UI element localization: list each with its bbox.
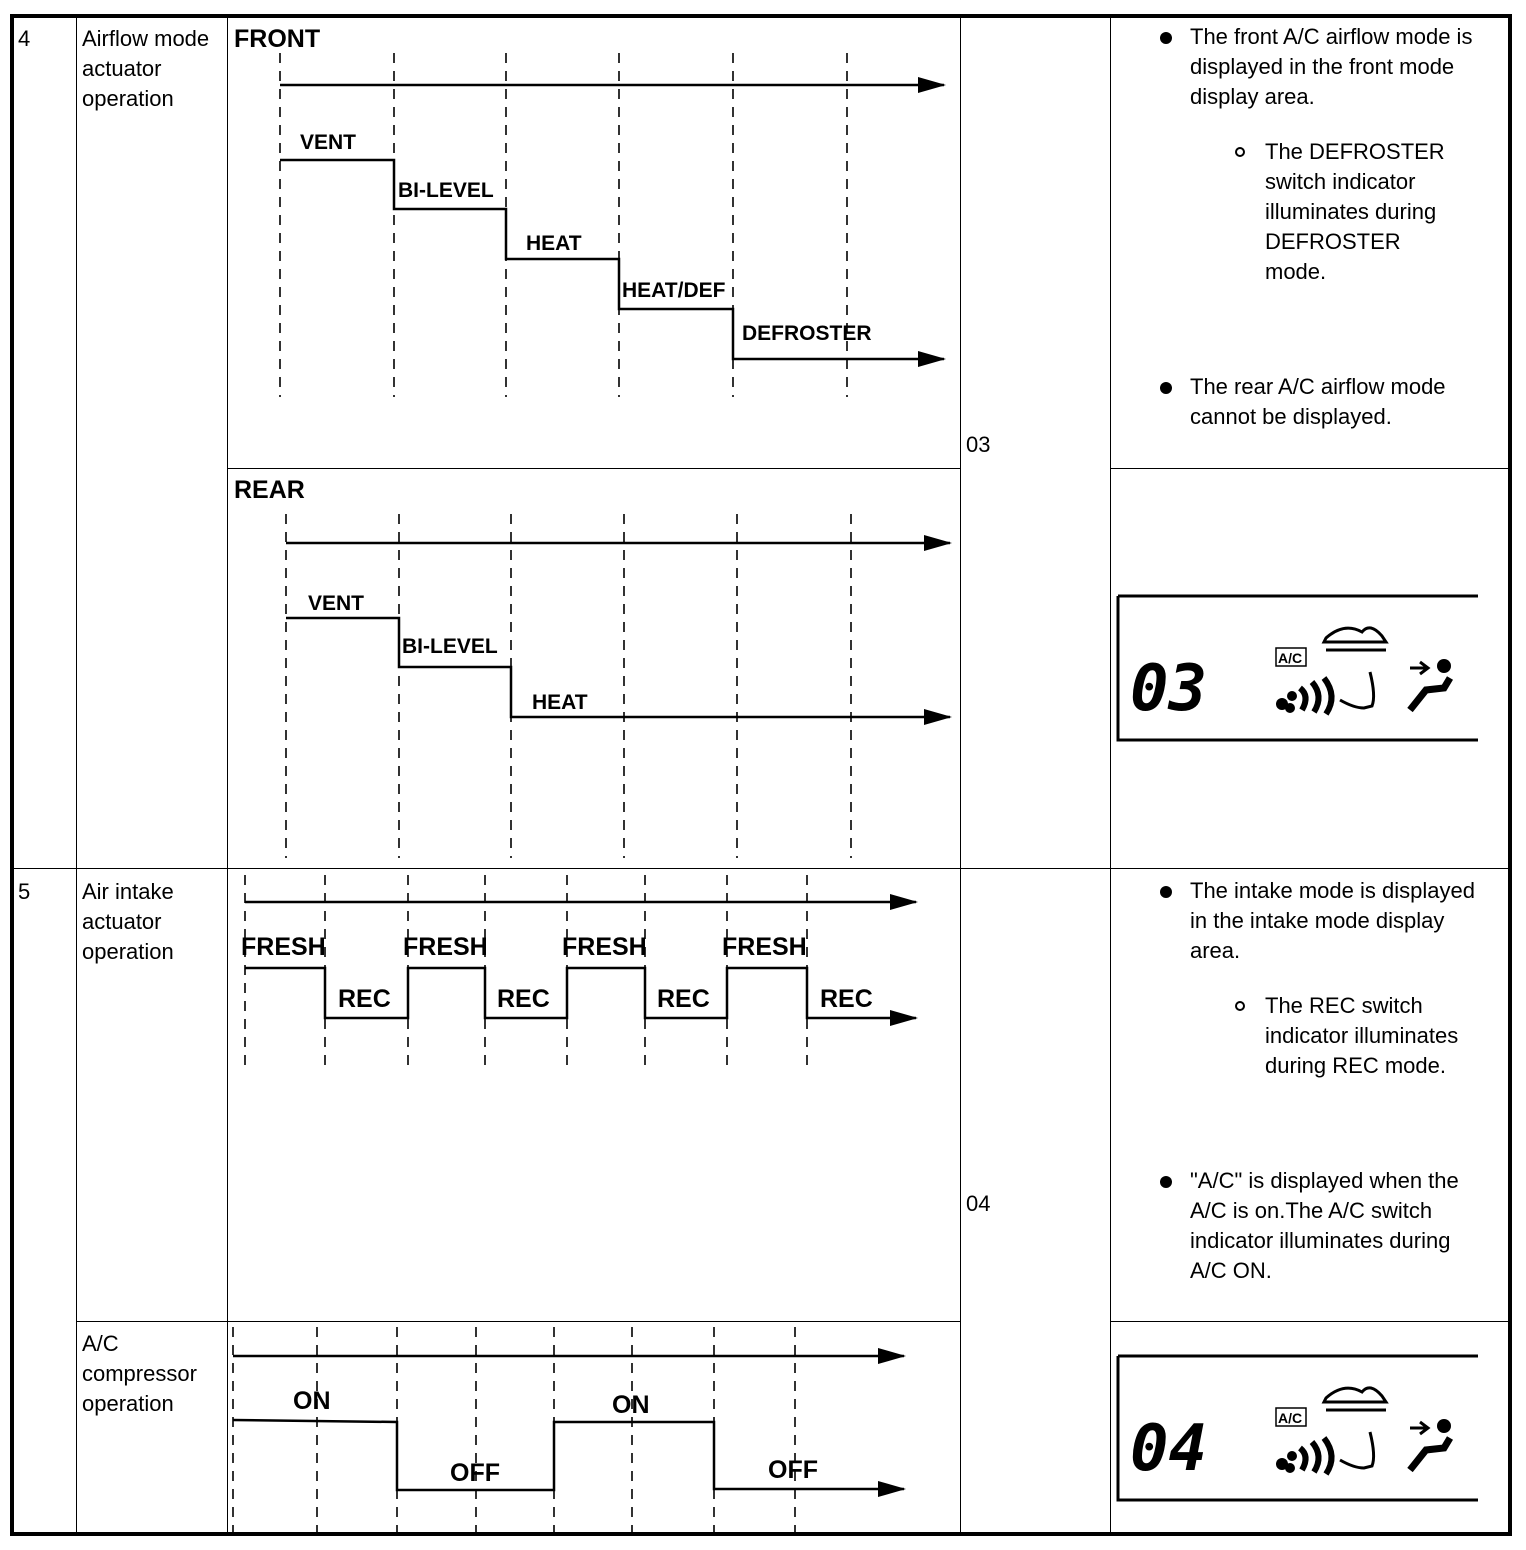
fan-icon bbox=[1276, 672, 1374, 714]
ac-indicator-icon bbox=[1276, 648, 1306, 666]
ac-state-label: OFF bbox=[450, 1459, 500, 1487]
row-number: 5 bbox=[18, 879, 31, 904]
intake-label: REC bbox=[497, 985, 550, 1013]
front-airflow-chart bbox=[228, 17, 958, 467]
sub-bullet-ring bbox=[1235, 1001, 1245, 1011]
row-divider bbox=[12, 868, 1510, 869]
step-label: VENT bbox=[300, 131, 357, 154]
ac-indicator-icon bbox=[1276, 1408, 1306, 1426]
sub-row-divider bbox=[1110, 468, 1510, 469]
ac-label: A/C bbox=[1278, 1410, 1303, 1426]
display-panel-03 bbox=[1114, 592, 1484, 744]
intake-label: REC bbox=[338, 985, 391, 1013]
intake-label: FRESH bbox=[722, 933, 807, 961]
intake-label: FRESH bbox=[403, 933, 488, 961]
step-label: BI-LEVEL bbox=[402, 635, 498, 658]
intake-label: REC bbox=[657, 985, 710, 1013]
bullet-dot bbox=[1160, 1176, 1172, 1188]
note-bullet: "A/C" is displayed when the A/C is on.The A/C switch indicator illuminates during A/C ON. bbox=[1190, 1168, 1459, 1283]
intake-label: FRESH bbox=[562, 933, 647, 961]
display-code: 03 bbox=[966, 432, 991, 457]
note-sub-bullet: The DEFROSTER switch indicator illuminates during DEFROSTER mode. bbox=[1265, 139, 1445, 284]
sub-row-divider bbox=[1110, 1321, 1510, 1322]
rear-airflow-chart bbox=[228, 470, 958, 866]
column-divider bbox=[960, 16, 961, 1534]
step-label: VENT bbox=[308, 592, 365, 615]
intake-label: FRESH bbox=[241, 933, 326, 961]
ac-state-label: ON bbox=[612, 1391, 650, 1419]
step-label: DEFROSTER bbox=[742, 322, 872, 345]
recirculation-car-icon bbox=[1324, 628, 1386, 650]
ac-state-label: ON bbox=[293, 1387, 331, 1415]
ac-state-label: OFF bbox=[768, 1456, 818, 1484]
display-code: 04 bbox=[966, 1191, 991, 1216]
display-panel-04 bbox=[1114, 1352, 1484, 1504]
sub-bullet-ring bbox=[1235, 147, 1245, 157]
bullet-dot bbox=[1160, 382, 1172, 394]
ac-compressor-chart bbox=[228, 1323, 958, 1533]
vent-mode-icon bbox=[1410, 1419, 1451, 1470]
fan-icon bbox=[1276, 1432, 1374, 1474]
lcd-digits: 04 bbox=[1130, 1412, 1208, 1486]
item-name: Air intake actuator operation bbox=[82, 879, 174, 964]
vent-mode-icon bbox=[1410, 659, 1451, 710]
recirculation-car-icon bbox=[1324, 1388, 1386, 1410]
intake-label: REC bbox=[820, 985, 873, 1013]
sub-row-divider bbox=[227, 468, 960, 469]
row-number: 4 bbox=[18, 26, 31, 51]
note-bullet: The front A/C airflow mode is displayed in the front mode display area. bbox=[1190, 24, 1473, 109]
column-divider bbox=[1110, 16, 1111, 1534]
ac-label: A/C bbox=[1278, 650, 1303, 666]
step-label: HEAT/DEF bbox=[622, 279, 726, 302]
intake-chart bbox=[228, 870, 958, 1320]
note-bullet: The rear A/C airflow mode cannot be displayed. bbox=[1190, 374, 1446, 429]
step-label: HEAT bbox=[526, 232, 582, 255]
step-label: BI-LEVEL bbox=[398, 179, 494, 202]
front-chart-title: FRONT bbox=[234, 25, 321, 53]
lcd-digits: 03 bbox=[1130, 652, 1208, 726]
sub-row-divider bbox=[76, 1321, 960, 1322]
note-sub-bullet: The REC switch indicator illuminates during REC mode. bbox=[1265, 993, 1459, 1078]
bullet-dot bbox=[1160, 886, 1172, 898]
item-name: A/C compressor operation bbox=[82, 1331, 197, 1416]
step-label: HEAT bbox=[532, 691, 588, 714]
rear-chart-title: REAR bbox=[234, 476, 305, 504]
note-bullet: The intake mode is displayed in the intake mode display area. bbox=[1190, 878, 1475, 963]
item-name: Airflow mode actuator operation bbox=[82, 26, 210, 111]
bullet-dot bbox=[1160, 32, 1172, 44]
column-divider bbox=[76, 16, 77, 1534]
